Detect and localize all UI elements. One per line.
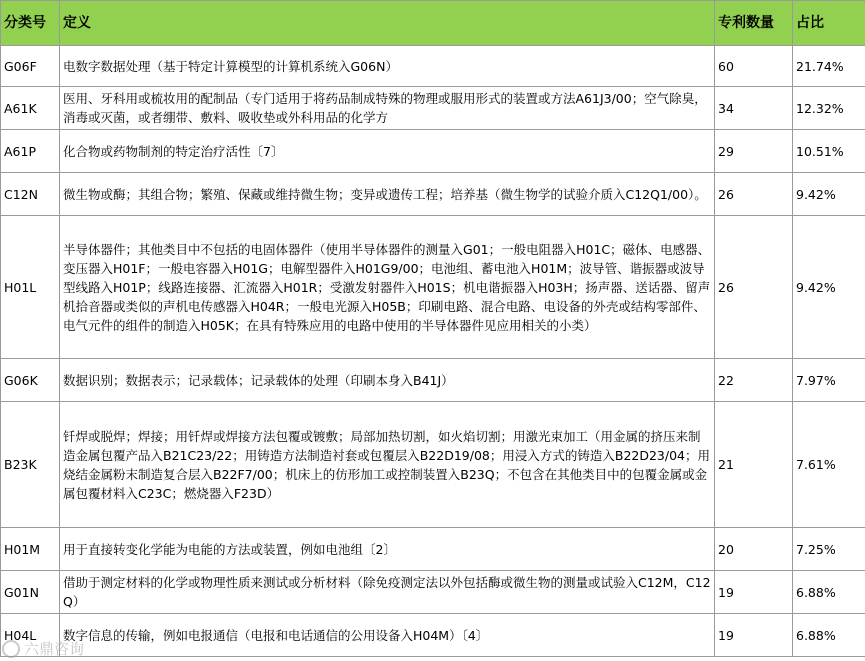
table-row [1, 402, 865, 528]
cell-definition: 化合物或药物制剂的特定治疗活性〔7〕 [60, 130, 715, 173]
cell-share: 7.25% [793, 528, 865, 571]
cell-code: G06K [1, 359, 60, 402]
header-row [1, 1, 865, 46]
cell-count: 34 [715, 87, 793, 130]
header-count: 专利数量 [715, 1, 793, 46]
cell-definition: 数字信息的传输，例如电报通信（电报和电话通信的公用设备入H04M）〔4〕 [60, 614, 715, 657]
table-row [1, 87, 865, 130]
cell-count: 26 [715, 216, 793, 359]
cell-definition: 钎焊或脱焊；焊接；用钎焊或焊接方法包覆或镀敷；局部加热切割，如火焰切割；用激光束加工（用金属的挤压来制造金属包覆产品入B21C23/22；用铸造方法制造衬套或包覆层入B22D19/08；用浸入方式的铸造入B22D23/04；用烧结金属粉末制造复合层入B22F7/00；机床上的仿形加工或控制装置入B23Q；不包含在其他类目中的包覆金属或金属包覆材料入C23C；燃烧器入F23D） [60, 402, 715, 528]
table-row [1, 173, 865, 216]
header-definition: 定义 [60, 1, 715, 46]
table-row [1, 614, 865, 657]
watermark-text: 六鼎咨询 [24, 640, 85, 658]
cell-count: 60 [715, 46, 793, 87]
cell-share: 9.42% [793, 216, 865, 359]
cell-code: H01M [1, 528, 60, 571]
cell-share: 7.61% [793, 402, 865, 528]
cell-definition: 借助于测定材料的化学或物理性质来测试或分析材料（除免疫测定法以外包括酶或微生物的测量或试验入C12M，C12Q） [60, 571, 715, 614]
cell-share: 12.32% [793, 87, 865, 130]
cell-code: A61P [1, 130, 60, 173]
cell-code: G06F [1, 46, 60, 87]
cell-definition: 医用、牙科用或梳妆用的配制品（专门适用于将药品制成特殊的物理或服用形式的装置或方法A61J3/00；空气除臭，消毒或灭菌，或者绷带、敷料、吸收垫或外科用品的化学方 [60, 87, 715, 130]
cell-share: 10.51% [793, 130, 865, 173]
cell-definition: 电数字数据处理（基于特定计算模型的计算机系统入G06N） [60, 46, 715, 87]
table-row [1, 571, 865, 614]
table-row [1, 46, 865, 87]
cell-code: H01L [1, 216, 60, 359]
cell-share: 21.74% [793, 46, 865, 87]
cell-count: 21 [715, 402, 793, 528]
cell-definition: 半导体器件；其他类目中不包括的电固体器件（使用半导体器件的测量入G01；一般电阻器入H01C；磁体、电感器、变压器入H01F；一般电容器入H01G；电解型器件入H01G9/00；电池组、蓄电池入H01M；波导管、谐振器或波导型线路入H01P；线路连接器、汇流器入H01R；受激发射器件入H01S；机电谐振器入H03H；扬声器、送话器、留声机拾音器或类似的声机电传感器入H04R；一般电光源入H05B；印刷电路、混合电路、电设备的外壳或结构零部件、电气元件的组件的制造入H05K；在具有特殊应用的电路中使用的半导体器件见应用相关的小类） [60, 216, 715, 359]
cell-definition: 数据识别；数据表示；记录载体；记录载体的处理（印刷本身入B41J） [60, 359, 715, 402]
cell-share: 6.88% [793, 614, 865, 657]
cell-share: 6.88% [793, 571, 865, 614]
cell-code: B23K [1, 402, 60, 528]
cell-count: 19 [715, 614, 793, 657]
cell-share: 7.97% [793, 359, 865, 402]
table-row [1, 130, 865, 173]
header-code: 分类号 [1, 1, 60, 46]
table-row [1, 359, 865, 402]
cell-count: 19 [715, 571, 793, 614]
cell-code: A61K [1, 87, 60, 130]
cell-count: 29 [715, 130, 793, 173]
cell-count: 26 [715, 173, 793, 216]
cell-definition: 用于直接转变化学能为电能的方法或装置，例如电池组〔2〕 [60, 528, 715, 571]
table-row [1, 528, 865, 571]
cell-code: H04L [1, 614, 60, 657]
cell-code: G01N [1, 571, 60, 614]
table-row [1, 216, 865, 359]
cell-count: 22 [715, 359, 793, 402]
header-share: 占比 [793, 1, 865, 46]
cell-share: 9.42% [793, 173, 865, 216]
cell-definition: 微生物或酶；其组合物；繁殖、保藏或维持微生物；变异或遗传工程；培养基（微生物学的试验介质入C12Q1/00）。 [60, 173, 715, 216]
cell-count: 20 [715, 528, 793, 571]
cell-code: C12N [1, 173, 60, 216]
